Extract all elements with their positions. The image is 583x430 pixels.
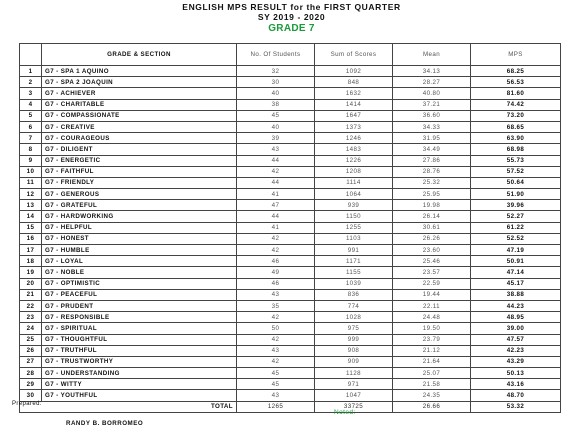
table-body xyxy=(20,66,561,402)
sum-of-scores: 1103 xyxy=(315,233,393,244)
table-row xyxy=(20,77,561,88)
table-row xyxy=(20,289,561,300)
student-count: 47 xyxy=(237,200,315,211)
table-row xyxy=(20,155,561,166)
row-number: 19 xyxy=(20,267,42,278)
student-count: 42 xyxy=(237,312,315,323)
table-row xyxy=(20,379,561,390)
mean-score: 24.35 xyxy=(393,390,471,401)
grade-section: G7 - ENERGETIC xyxy=(42,155,237,166)
row-number: 22 xyxy=(20,300,42,311)
table-row xyxy=(20,334,561,345)
mps-value: 43.16 xyxy=(471,379,561,390)
student-count: 41 xyxy=(237,189,315,200)
grade-section: G7 - PRUDENT xyxy=(42,300,237,311)
grade-section: G7 - HUMBLE xyxy=(42,245,237,256)
sum-of-scores: 1064 xyxy=(315,189,393,200)
row-number: 20 xyxy=(20,278,42,289)
mps-value: 48.95 xyxy=(471,312,561,323)
table-row xyxy=(20,211,561,222)
col-header-students: No. Of Students xyxy=(237,44,315,66)
grade-section: G7 - CREATIVE xyxy=(42,121,237,132)
table-row xyxy=(20,144,561,155)
student-count: 44 xyxy=(237,177,315,188)
row-number: 4 xyxy=(20,99,42,110)
student-count: 43 xyxy=(237,345,315,356)
student-count: 46 xyxy=(237,278,315,289)
mean-score: 34.49 xyxy=(393,144,471,155)
grade-section: G7 - COURAGEOUS xyxy=(42,133,237,144)
sum-of-scores: 1128 xyxy=(315,368,393,379)
sum-of-scores: 1632 xyxy=(315,88,393,99)
sum-of-scores: 848 xyxy=(315,77,393,88)
table-row xyxy=(20,345,561,356)
row-number: 7 xyxy=(20,133,42,144)
total-sum: 33725 xyxy=(315,401,393,412)
row-number: 2 xyxy=(20,77,42,88)
mps-value: 45.17 xyxy=(471,278,561,289)
mps-value: 48.70 xyxy=(471,390,561,401)
grade-section: G7 - TRUTHFUL xyxy=(42,345,237,356)
row-number: 13 xyxy=(20,200,42,211)
table-row xyxy=(20,121,561,132)
mean-score: 22.11 xyxy=(393,300,471,311)
mps-value: 52.27 xyxy=(471,211,561,222)
grade-section: G7 - WITTY xyxy=(42,379,237,390)
table-row xyxy=(20,390,561,401)
grade-section: G7 - HARDWORKING xyxy=(42,211,237,222)
grade-section: G7 - GRATEFUL xyxy=(42,200,237,211)
mean-score: 34.13 xyxy=(393,66,471,77)
mps-value: 51.90 xyxy=(471,189,561,200)
student-count: 42 xyxy=(237,245,315,256)
sum-of-scores: 1246 xyxy=(315,133,393,144)
mean-score: 25.95 xyxy=(393,189,471,200)
row-number: 1 xyxy=(20,66,42,77)
grade-section: G7 - SPA 2 JOAQUIN xyxy=(42,77,237,88)
mean-score: 23.57 xyxy=(393,267,471,278)
row-number: 18 xyxy=(20,256,42,267)
table-row xyxy=(20,177,561,188)
row-number: 14 xyxy=(20,211,42,222)
row-number: 5 xyxy=(20,110,42,121)
sum-of-scores: 1255 xyxy=(315,222,393,233)
total-label: TOTAL xyxy=(20,401,237,412)
table-row xyxy=(20,233,561,244)
student-count: 43 xyxy=(237,390,315,401)
grade-section: G7 - GENEROUS xyxy=(42,189,237,200)
grade-section: G7 - PEACEFUL xyxy=(42,289,237,300)
student-count: 30 xyxy=(237,77,315,88)
row-number: 16 xyxy=(20,233,42,244)
grade-section: G7 - SPA 1 AQUINO xyxy=(42,66,237,77)
mean-score: 28.76 xyxy=(393,166,471,177)
student-count: 42 xyxy=(237,334,315,345)
sum-of-scores: 999 xyxy=(315,334,393,345)
col-header-sum: Sum of Scores xyxy=(315,44,393,66)
mps-value: 74.42 xyxy=(471,99,561,110)
mps-value: 68.98 xyxy=(471,144,561,155)
mean-score: 26.26 xyxy=(393,233,471,244)
col-header-no xyxy=(20,44,42,66)
row-number: 9 xyxy=(20,155,42,166)
mps-table xyxy=(19,43,561,413)
sum-of-scores: 1208 xyxy=(315,166,393,177)
table-row xyxy=(20,300,561,311)
sum-of-scores: 1155 xyxy=(315,267,393,278)
mps-value: 39.00 xyxy=(471,323,561,334)
grade-section: G7 - ACHIEVER xyxy=(42,88,237,99)
sum-of-scores: 1226 xyxy=(315,155,393,166)
grade-section: G7 - HONEST xyxy=(42,233,237,244)
grade-section: G7 - YOUTHFUL xyxy=(42,390,237,401)
student-count: 42 xyxy=(237,356,315,367)
table-row xyxy=(20,245,561,256)
grade-section: G7 - DILIGENT xyxy=(42,144,237,155)
sum-of-scores: 1171 xyxy=(315,256,393,267)
row-number: 27 xyxy=(20,356,42,367)
row-number: 26 xyxy=(20,345,42,356)
student-count: 43 xyxy=(237,144,315,155)
row-number: 10 xyxy=(20,166,42,177)
mean-score: 30.61 xyxy=(393,222,471,233)
table-row xyxy=(20,166,561,177)
noted-label: Noted: xyxy=(334,409,356,416)
student-count: 39 xyxy=(237,133,315,144)
mps-value: 47.57 xyxy=(471,334,561,345)
student-count: 44 xyxy=(237,155,315,166)
mps-value: 68.65 xyxy=(471,121,561,132)
mps-value: 81.60 xyxy=(471,88,561,99)
total-row xyxy=(20,401,561,412)
mean-score: 21.58 xyxy=(393,379,471,390)
row-number: 8 xyxy=(20,144,42,155)
grade-section: G7 - FAITHFUL xyxy=(42,166,237,177)
mps-value: 47.14 xyxy=(471,267,561,278)
row-number: 11 xyxy=(20,177,42,188)
grade-section: G7 - FRIENDLY xyxy=(42,177,237,188)
table-row xyxy=(20,256,561,267)
mps-value: 47.19 xyxy=(471,245,561,256)
table-row xyxy=(20,200,561,211)
grade-section: G7 - UNDERSTANDING xyxy=(42,368,237,379)
mps-value: 55.73 xyxy=(471,155,561,166)
mps-value: 73.20 xyxy=(471,110,561,121)
row-number: 12 xyxy=(20,189,42,200)
row-number: 25 xyxy=(20,334,42,345)
sum-of-scores: 975 xyxy=(315,323,393,334)
student-count: 42 xyxy=(237,166,315,177)
table-header-row xyxy=(20,44,561,66)
mean-score: 19.50 xyxy=(393,323,471,334)
student-count: 32 xyxy=(237,66,315,77)
sum-of-scores: 1114 xyxy=(315,177,393,188)
sum-of-scores: 1047 xyxy=(315,390,393,401)
mps-value: 68.25 xyxy=(471,66,561,77)
school-year: SY 2019 - 2020 xyxy=(257,12,326,22)
student-count: 45 xyxy=(237,379,315,390)
table-row xyxy=(20,99,561,110)
row-number: 30 xyxy=(20,390,42,401)
row-number: 23 xyxy=(20,312,42,323)
sum-of-scores: 1483 xyxy=(315,144,393,155)
mean-score: 40.80 xyxy=(393,88,471,99)
table-row xyxy=(20,323,561,334)
sum-of-scores: 939 xyxy=(315,200,393,211)
mean-score: 25.46 xyxy=(393,256,471,267)
sum-of-scores: 774 xyxy=(315,300,393,311)
mean-score: 37.21 xyxy=(393,99,471,110)
mps-value: 50.64 xyxy=(471,177,561,188)
student-count: 50 xyxy=(237,323,315,334)
grade-section: G7 - RESPONSIBLE xyxy=(42,312,237,323)
sum-of-scores: 1092 xyxy=(315,66,393,77)
sum-of-scores: 1647 xyxy=(315,110,393,121)
sum-of-scores: 971 xyxy=(315,379,393,390)
mps-value: 43.29 xyxy=(471,356,561,367)
grade-section: G7 - OPTIMISTIC xyxy=(42,278,237,289)
report-title: ENGLISH MPS RESULT for the FIRST QUARTER xyxy=(182,2,401,12)
grade-section: G7 - CHARITABLE xyxy=(42,99,237,110)
mean-score: 34.33 xyxy=(393,121,471,132)
report-header xyxy=(0,2,583,36)
mps-value: 50.13 xyxy=(471,368,561,379)
student-count: 43 xyxy=(237,289,315,300)
mps-value: 38.88 xyxy=(471,289,561,300)
table-row xyxy=(20,368,561,379)
mean-score: 36.60 xyxy=(393,110,471,121)
col-header-mean: Mean xyxy=(393,44,471,66)
sum-of-scores: 1028 xyxy=(315,312,393,323)
mean-score: 26.14 xyxy=(393,211,471,222)
row-number: 21 xyxy=(20,289,42,300)
sum-of-scores: 1039 xyxy=(315,278,393,289)
student-count: 44 xyxy=(237,211,315,222)
col-header-mps: MPS xyxy=(471,44,561,66)
row-number: 6 xyxy=(20,121,42,132)
sum-of-scores: 908 xyxy=(315,345,393,356)
student-count: 41 xyxy=(237,222,315,233)
mean-score: 21.12 xyxy=(393,345,471,356)
grade-section: G7 - COMPASSIONATE xyxy=(42,110,237,121)
mean-score: 31.95 xyxy=(393,133,471,144)
mean-score: 25.07 xyxy=(393,368,471,379)
grade-section: G7 - LOYAL xyxy=(42,256,237,267)
row-number: 28 xyxy=(20,368,42,379)
table-row xyxy=(20,189,561,200)
table-row xyxy=(20,267,561,278)
mps-value: 61.22 xyxy=(471,222,561,233)
grade-section: G7 - SPIRITUAL xyxy=(42,323,237,334)
mean-score: 19.98 xyxy=(393,200,471,211)
mean-score: 28.27 xyxy=(393,77,471,88)
student-count: 46 xyxy=(237,256,315,267)
grade-label: GRADE 7 xyxy=(268,23,315,34)
mps-value: 39.96 xyxy=(471,200,561,211)
mean-score: 21.64 xyxy=(393,356,471,367)
sum-of-scores: 1414 xyxy=(315,99,393,110)
mean-score: 24.48 xyxy=(393,312,471,323)
sum-of-scores: 1373 xyxy=(315,121,393,132)
student-count: 45 xyxy=(237,110,315,121)
mps-value: 63.90 xyxy=(471,133,561,144)
mean-score: 19.44 xyxy=(393,289,471,300)
prepared-by-name: RANDY B. BORROMEO xyxy=(66,420,144,427)
mean-score: 25.32 xyxy=(393,177,471,188)
table-row xyxy=(20,278,561,289)
student-count: 49 xyxy=(237,267,315,278)
table-row xyxy=(20,312,561,323)
row-number: 29 xyxy=(20,379,42,390)
table-row xyxy=(20,222,561,233)
mps-value: 57.52 xyxy=(471,166,561,177)
student-count: 40 xyxy=(237,88,315,99)
grade-section: G7 - TRUSTWORTHY xyxy=(42,356,237,367)
table-row xyxy=(20,110,561,121)
mean-score: 23.60 xyxy=(393,245,471,256)
student-count: 40 xyxy=(237,121,315,132)
mean-score: 22.59 xyxy=(393,278,471,289)
sum-of-scores: 909 xyxy=(315,356,393,367)
student-count: 45 xyxy=(237,368,315,379)
table-row xyxy=(20,66,561,77)
sum-of-scores: 1150 xyxy=(315,211,393,222)
col-header-section: GRADE & SECTION xyxy=(42,44,237,66)
grade-section: G7 - THOUGHTFUL xyxy=(42,334,237,345)
mps-value: 56.53 xyxy=(471,77,561,88)
student-count: 38 xyxy=(237,99,315,110)
row-number: 17 xyxy=(20,245,42,256)
total-mps: 53.32 xyxy=(471,401,561,412)
mps-value: 42.23 xyxy=(471,345,561,356)
row-number: 15 xyxy=(20,222,42,233)
mps-value: 50.91 xyxy=(471,256,561,267)
grade-section: G7 - NOBLE xyxy=(42,267,237,278)
mean-score: 27.86 xyxy=(393,155,471,166)
grade-section: G7 - HELPFUL xyxy=(42,222,237,233)
sum-of-scores: 836 xyxy=(315,289,393,300)
row-number: 24 xyxy=(20,323,42,334)
mps-value: 44.23 xyxy=(471,300,561,311)
sum-of-scores: 991 xyxy=(315,245,393,256)
mps-value: 52.52 xyxy=(471,233,561,244)
mean-score: 23.79 xyxy=(393,334,471,345)
total-students: 1265 xyxy=(237,401,315,412)
total-mean: 26.66 xyxy=(393,401,471,412)
table-row xyxy=(20,356,561,367)
student-count: 35 xyxy=(237,300,315,311)
table-row xyxy=(20,88,561,99)
prepared-label: Prepared: xyxy=(12,401,42,407)
row-number: 3 xyxy=(20,88,42,99)
student-count: 42 xyxy=(237,233,315,244)
table-row xyxy=(20,133,561,144)
